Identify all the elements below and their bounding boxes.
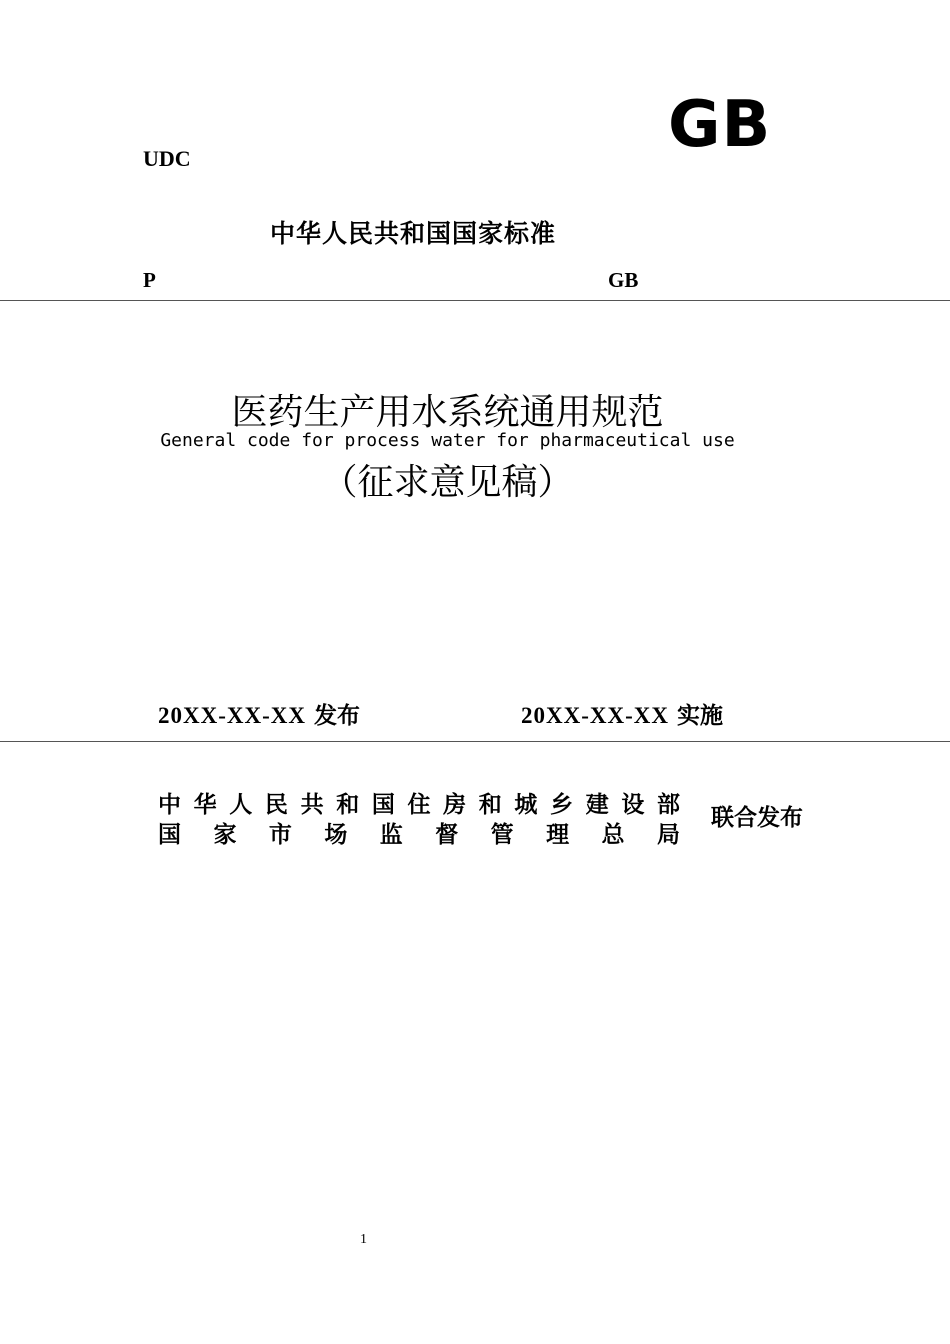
udc-label: UDC [143, 146, 191, 171]
issuer-char: 和 [336, 792, 360, 818]
issuer-char: 建 [585, 792, 609, 818]
issuer-char: 住 [407, 792, 431, 818]
p-label: P [143, 268, 156, 292]
gb-code-label: GB [608, 268, 639, 292]
issuer-char: 市 [268, 822, 292, 848]
issuer-char: 人 [229, 792, 253, 818]
issuer-char: 民 [264, 792, 288, 818]
issuer-char: 城 [514, 792, 538, 818]
issuer-char: 总 [601, 822, 625, 848]
issuer-char: 和 [478, 792, 502, 818]
issuer-char: 部 [656, 792, 680, 818]
issuer-char: 理 [546, 822, 570, 848]
issuer-char: 乡 [550, 792, 574, 818]
publish-date: 20XX-XX-XX [158, 703, 306, 728]
issuer-char: 房 [443, 792, 467, 818]
implement-date: 20XX-XX-XX [521, 703, 669, 728]
implement-date-line [521, 697, 723, 730]
document-title: 医药生产用水系统通用规范 [231, 392, 664, 433]
top-divider [0, 300, 950, 301]
joint-publish-label: 联合发布 [711, 805, 803, 831]
issuer-char: 场 [324, 822, 348, 848]
issuer-char: 中 [158, 792, 181, 818]
issuer-char: 家 [213, 822, 237, 848]
issuer-char: 设 [621, 792, 645, 818]
issuer-char: 国 [158, 822, 181, 848]
standard-type-title: 中华人民共和国国家标准 [270, 219, 557, 248]
issuer-char: 国 [371, 792, 395, 818]
document-status: （征求意见稿） [321, 462, 574, 503]
issuer-char: 华 [193, 792, 217, 818]
bottom-divider [0, 741, 950, 742]
publish-label: 发布 [314, 703, 360, 729]
publish-date-line [158, 697, 360, 730]
implement-label: 实施 [677, 703, 723, 729]
issuer-char: 监 [379, 822, 403, 848]
issuer-char: 共 [300, 792, 324, 818]
issuer-char: 局 [656, 822, 680, 848]
document-title-english: General code for process water for pharmaceutical use [160, 430, 735, 451]
issuer-ministry-housing [158, 786, 680, 819]
page-number: 1 [360, 1232, 367, 1247]
issuer-char: 督 [435, 822, 459, 848]
issuer-char: 管 [490, 822, 514, 848]
gb-logo: GB [668, 88, 772, 162]
issuer-market-regulation [158, 816, 680, 849]
